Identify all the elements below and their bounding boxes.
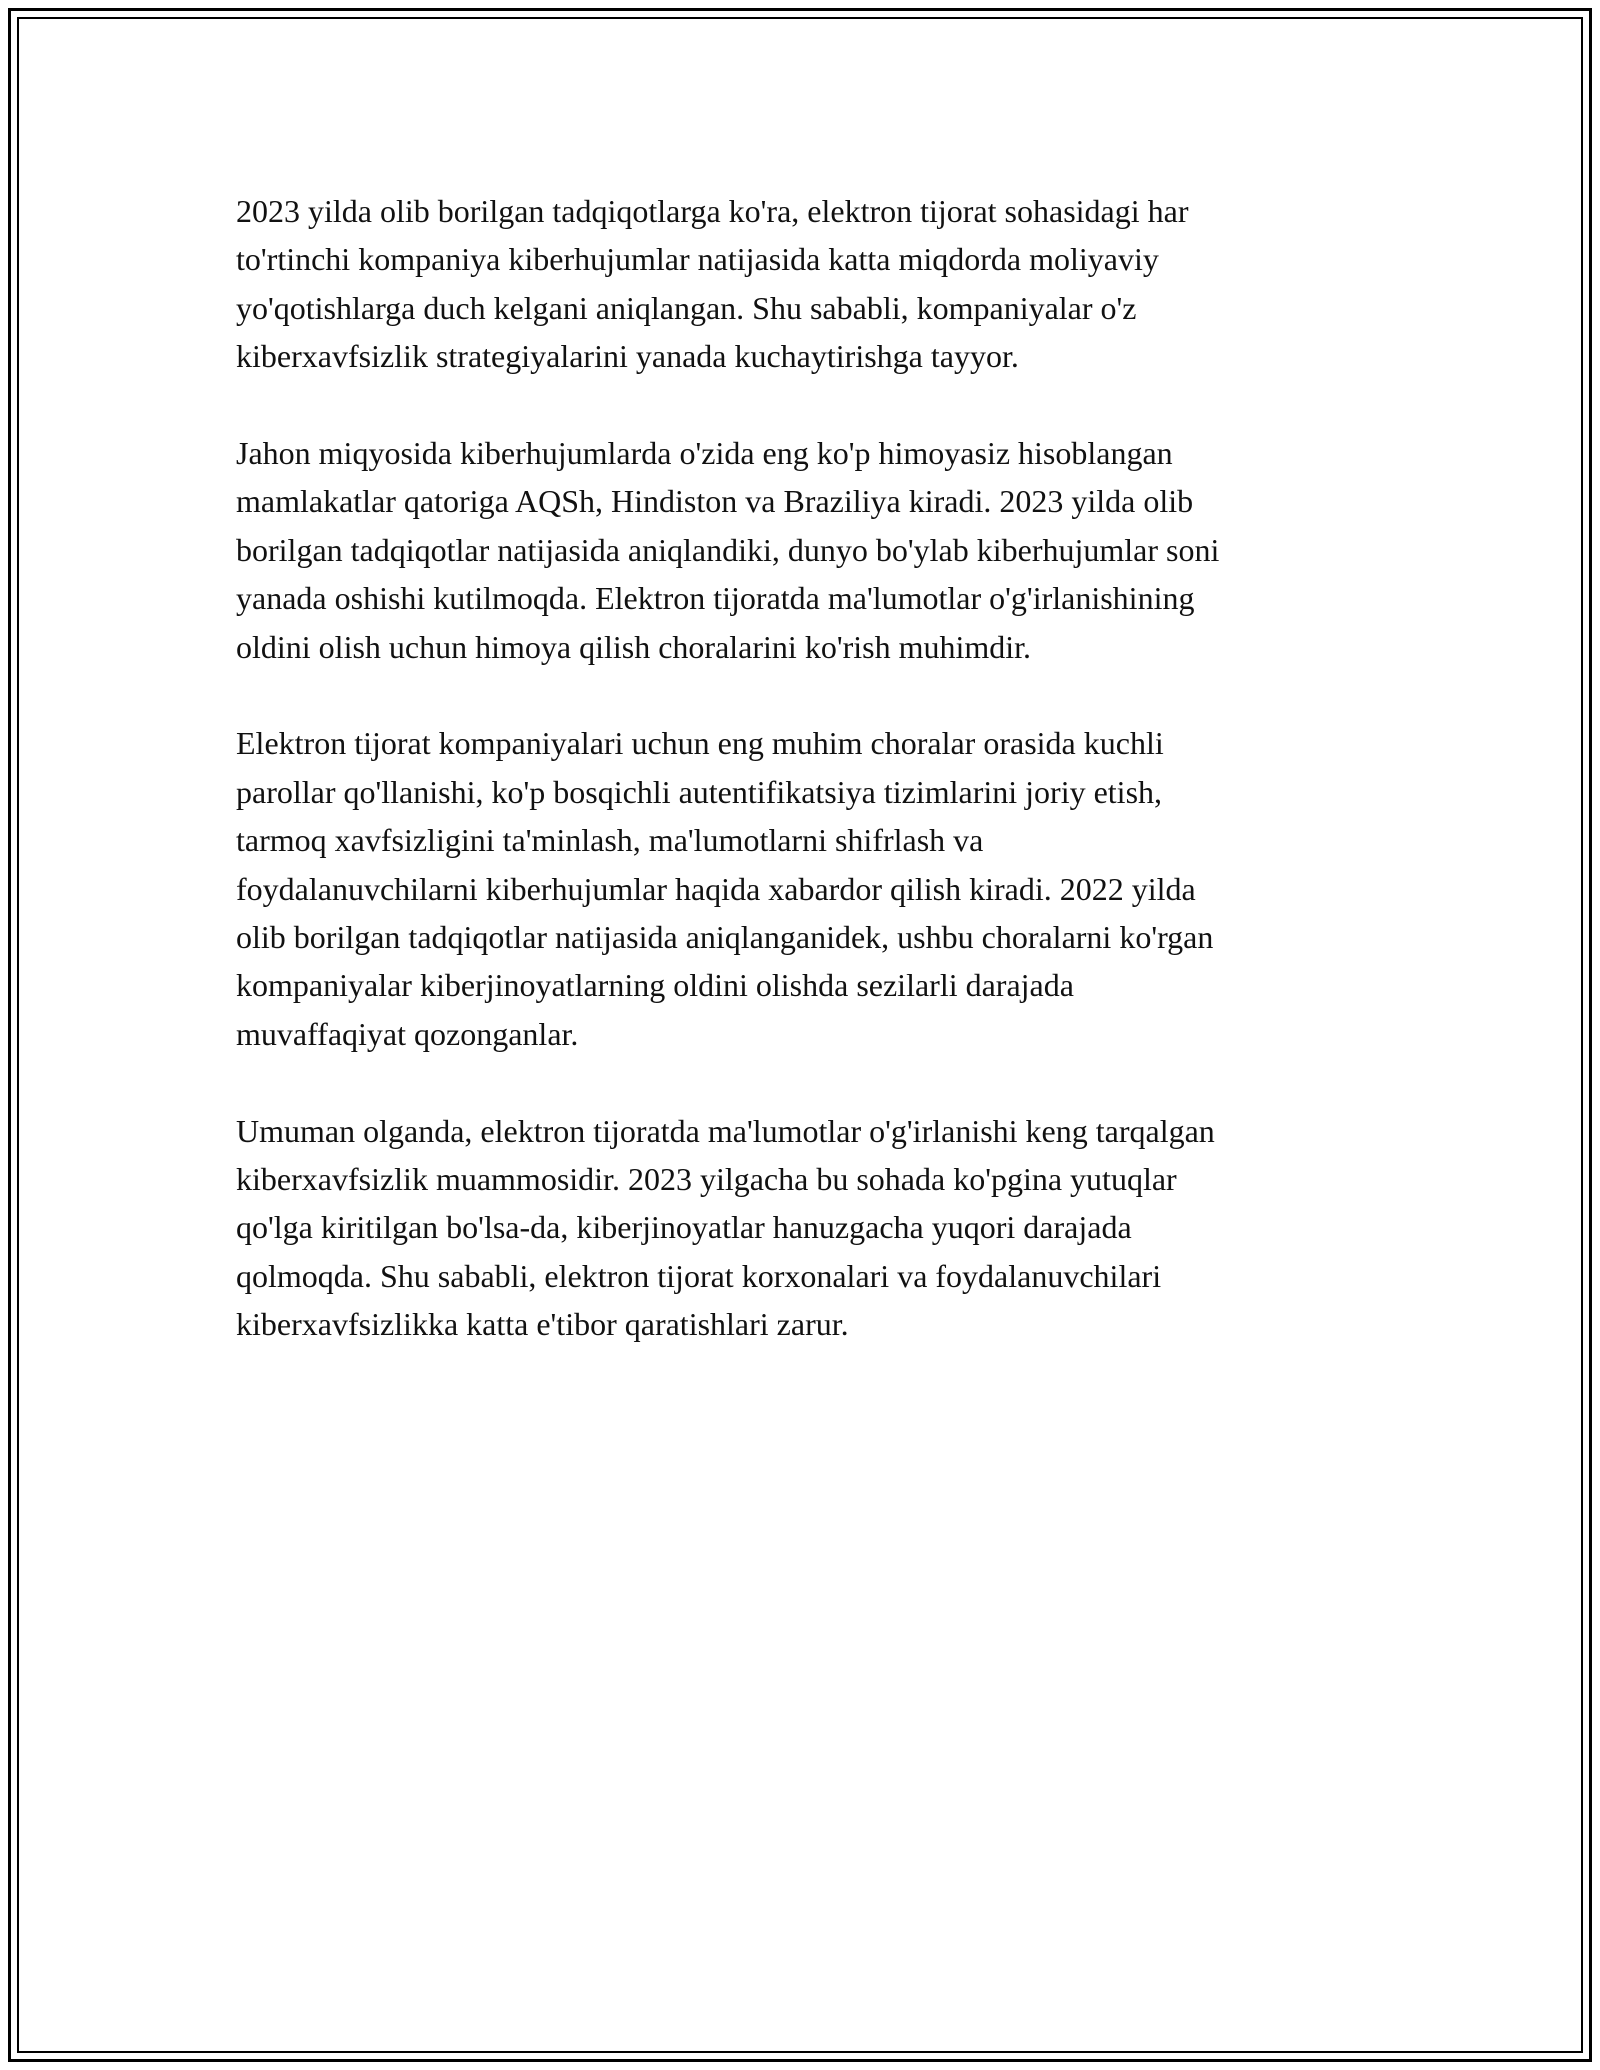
- document-body: [236, 187, 1376, 1397]
- paragraph-line: muvaffaqiyat qozonganlar.: [236, 1015, 579, 1052]
- paragraph-line: mamlakatlar qatoriga AQSh, Hindiston va Braziliya kiradi. 2023 yilda olib: [236, 483, 1194, 520]
- paragraph-line: Jahon miqyosida kiberhujumlarda o'zida eng ko'p himoyasiz hisoblangan: [236, 435, 1173, 472]
- paragraph-line: kompaniyalar kiberjinoyatlarning oldini olishda sezilarli darajada: [236, 967, 1074, 1004]
- paragraph-4: [236, 1107, 1376, 1349]
- paragraph-line: kiberxavfsizlik muammosidir. 2023 yilgacha bu sohada ko'pgina yutuqlar: [236, 1161, 1177, 1198]
- paragraph-line: 2023 yilda olib borilgan tadqiqotlarga ko'ra, elektron tijorat sohasidagi har: [236, 193, 1189, 229]
- paragraph-line: oldini olish uchun himoya qilish choralarini ko'rish muhimdir.: [236, 628, 1032, 665]
- paragraph-line: to'rtinchi kompaniya kiberhujumlar natijasida katta miqdorda moliyaviy: [236, 241, 1159, 278]
- paragraph-line: yo'qotishlarga duch kelgani aniqlangan. Shu sababli, kompaniyalar o'z: [236, 289, 1137, 326]
- paragraph-line: kiberxavfsizlik strategiyalarini yanada kuchaytirishga tayyor.: [236, 338, 1019, 375]
- paragraph-line: kiberxavfsizlikka katta e'tibor qaratishlari zarur.: [236, 1306, 849, 1343]
- paragraph-line: olib borilgan tadqiqotlar natijasida aniqlanganidek, ushbu choralarni ko'rgan: [236, 919, 1214, 956]
- paragraph-line: qo'lga kiritilgan bo'lsa-da, kiberjinoyatlar hanuzgacha yuqori darajada: [236, 1209, 1132, 1246]
- paragraph-line: tarmoq xavfsizligini ta'minlash, ma'lumotlarni shifrlash va: [236, 822, 984, 859]
- paragraph-line: Elektron tijorat kompaniyalari uchun eng muhim choralar orasida kuchli: [236, 725, 1164, 762]
- paragraph-1: [236, 187, 1376, 381]
- paragraph-2: [236, 429, 1376, 671]
- paragraph-line: foydalanuvchilarni kiberhujumlar haqida xabardor qilish kiradi. 2022 yilda: [236, 870, 1196, 907]
- paragraph-3: [236, 719, 1376, 1058]
- paragraph-line: Umuman olganda, elektron tijoratda ma'lumotlar o'g'irlanishi keng tarqalgan: [236, 1112, 1215, 1149]
- paragraph-line: yanada oshishi kutilmoqda. Elektron tijoratda ma'lumotlar o'g'irlanishining: [236, 580, 1195, 617]
- paragraph-line: borilgan tadqiqotlar natijasida aniqlandiki, dunyo bo'ylab kiberhujumlar soni: [236, 531, 1220, 568]
- paragraph-line: parollar qo'llanishi, ko'p bosqichli autentifikatsiya tizimlarini joriy etish,: [236, 773, 1163, 810]
- paragraph-line: qolmoqda. Shu sababli, elektron tijorat korxonalari va foydalanuvchilari: [236, 1257, 1162, 1294]
